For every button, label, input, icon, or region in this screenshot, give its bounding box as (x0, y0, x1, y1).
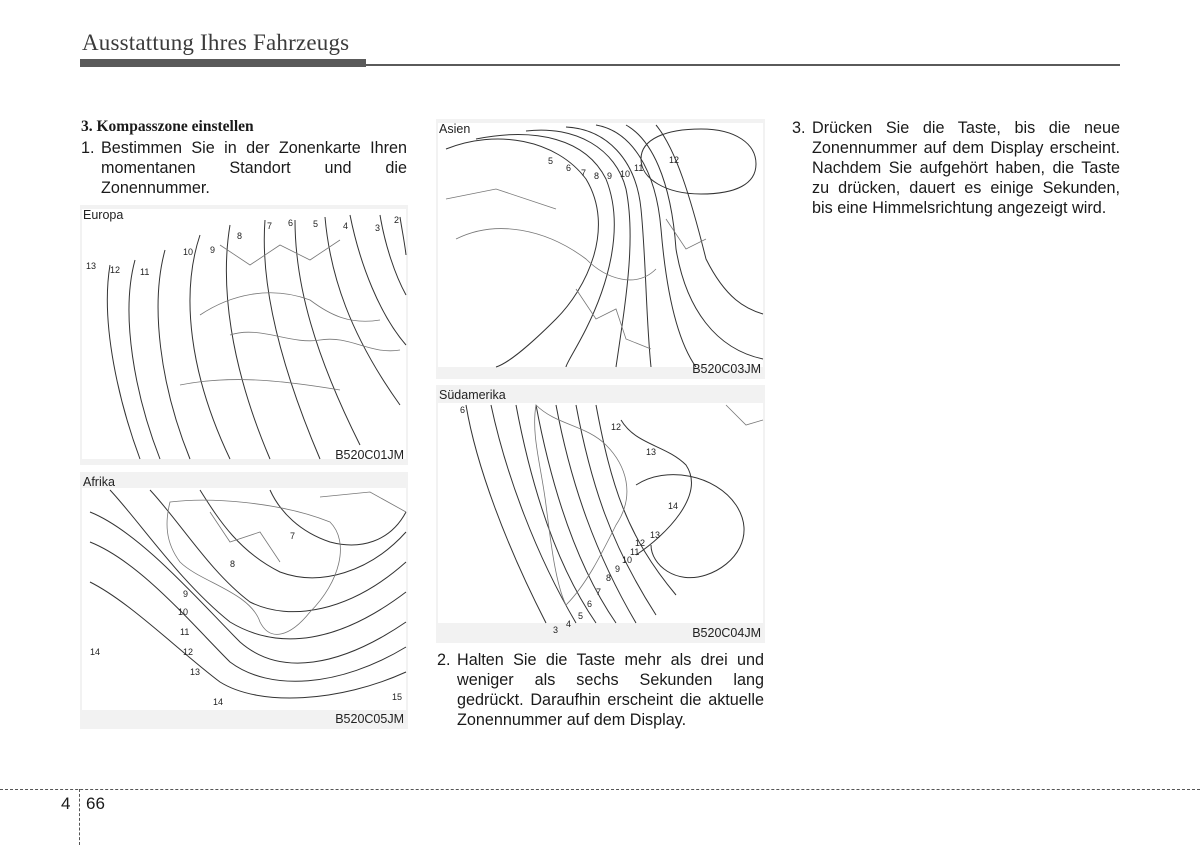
svg-text:9: 9 (607, 171, 613, 181)
svg-text:12: 12 (110, 265, 121, 275)
header-rule (366, 64, 1120, 66)
svg-text:9: 9 (183, 589, 189, 599)
step-3-number: 3. (792, 119, 806, 137)
svg-text:9: 9 (210, 245, 216, 255)
svg-text:8: 8 (606, 573, 612, 583)
svg-text:5: 5 (548, 156, 554, 166)
svg-text:12: 12 (611, 422, 622, 432)
svg-text:10: 10 (622, 555, 633, 565)
svg-text:8: 8 (237, 231, 243, 241)
section-title: 3. Kompasszone einstellen (81, 118, 254, 135)
svg-text:4: 4 (343, 221, 349, 231)
svg-text:12: 12 (635, 538, 646, 548)
svg-text:11: 11 (634, 163, 644, 173)
svg-text:6: 6 (460, 405, 466, 415)
svg-text:3: 3 (553, 625, 559, 635)
svg-text:5: 5 (578, 611, 584, 621)
chapter-number: 4 (61, 794, 71, 813)
map-afrika (80, 472, 408, 729)
svg-text:4: 4 (566, 619, 572, 629)
svg-text:12: 12 (183, 647, 194, 657)
asien-label: Asien (439, 122, 471, 136)
svg-text:5: 5 (313, 219, 319, 229)
step-1 (81, 138, 407, 198)
svg-text:11: 11 (630, 547, 640, 557)
header-bar (80, 59, 366, 67)
afrika-code: B520C05JM (335, 712, 404, 726)
svg-text:10: 10 (183, 247, 194, 257)
svg-text:8: 8 (594, 171, 600, 181)
svg-text:7: 7 (267, 221, 273, 231)
svg-text:3: 3 (375, 223, 381, 233)
svg-text:11: 11 (140, 267, 150, 277)
svg-text:13: 13 (86, 261, 97, 271)
svg-text:13: 13 (190, 667, 201, 677)
suedamerika-code: B520C04JM (692, 626, 761, 640)
afrika-zone-map (80, 472, 408, 729)
map-asien (436, 119, 765, 379)
footer-rule (0, 789, 1200, 790)
page-header-title: Ausstattung Ihres Fahrzeugs (82, 30, 350, 55)
svg-text:9: 9 (615, 564, 621, 574)
svg-text:6: 6 (288, 218, 294, 228)
svg-text:10: 10 (620, 169, 631, 179)
svg-text:13: 13 (646, 447, 657, 457)
step-1-number: 1. (81, 139, 95, 157)
step-3 (792, 118, 1120, 218)
svg-text:8: 8 (230, 559, 236, 569)
svg-text:2: 2 (394, 215, 400, 225)
svg-text:6: 6 (587, 599, 593, 609)
svg-text:13: 13 (650, 530, 661, 540)
svg-text:14: 14 (213, 697, 224, 707)
afrika-label: Afrika (83, 475, 115, 489)
europa-zone-map (80, 205, 408, 465)
svg-text:7: 7 (581, 168, 587, 178)
europa-code: B520C01JM (335, 448, 404, 462)
svg-text:10: 10 (178, 607, 189, 617)
svg-text:15: 15 (392, 692, 403, 702)
step-2-number: 2. (437, 651, 451, 669)
svg-text:14: 14 (90, 647, 101, 657)
europa-label: Europa (83, 208, 124, 222)
svg-text:14: 14 (668, 501, 679, 511)
svg-text:7: 7 (596, 587, 602, 597)
svg-text:11: 11 (180, 627, 190, 637)
svg-text:6: 6 (566, 163, 572, 173)
map-suedamerika (436, 385, 765, 643)
footer-divider (79, 789, 80, 845)
svg-text:12: 12 (669, 155, 680, 165)
step-2 (437, 650, 764, 730)
svg-text:7: 7 (290, 531, 296, 541)
page-number: 66 (86, 794, 105, 813)
step-2-text: Halten Sie die Taste mehr als drei und weniger als sechs Sekunden lang gedrückt. Daraufhin erscheint die aktuelle Zonennummer auf dem Display. (457, 651, 764, 729)
suedamerika-zone-map (436, 385, 765, 643)
asien-code: B520C03JM (692, 362, 761, 376)
map-europa (80, 205, 408, 465)
suedamerika-label: Südamerika (439, 388, 506, 402)
step-3-text: Drücken Sie die Taste, bis die neue Zonennummer auf dem Display erscheint. Nachdem Sie aufgehört haben, die Taste zu drücken, dauert es einige Sekunden, bis eine Himmelsrichtung angezeigt wird. (812, 119, 1120, 217)
asien-zone-map (436, 119, 765, 379)
step-1-text: Bestimmen Sie in der Zonenkarte Ihren momentanen Standort und die Zonennummer. (101, 139, 407, 197)
